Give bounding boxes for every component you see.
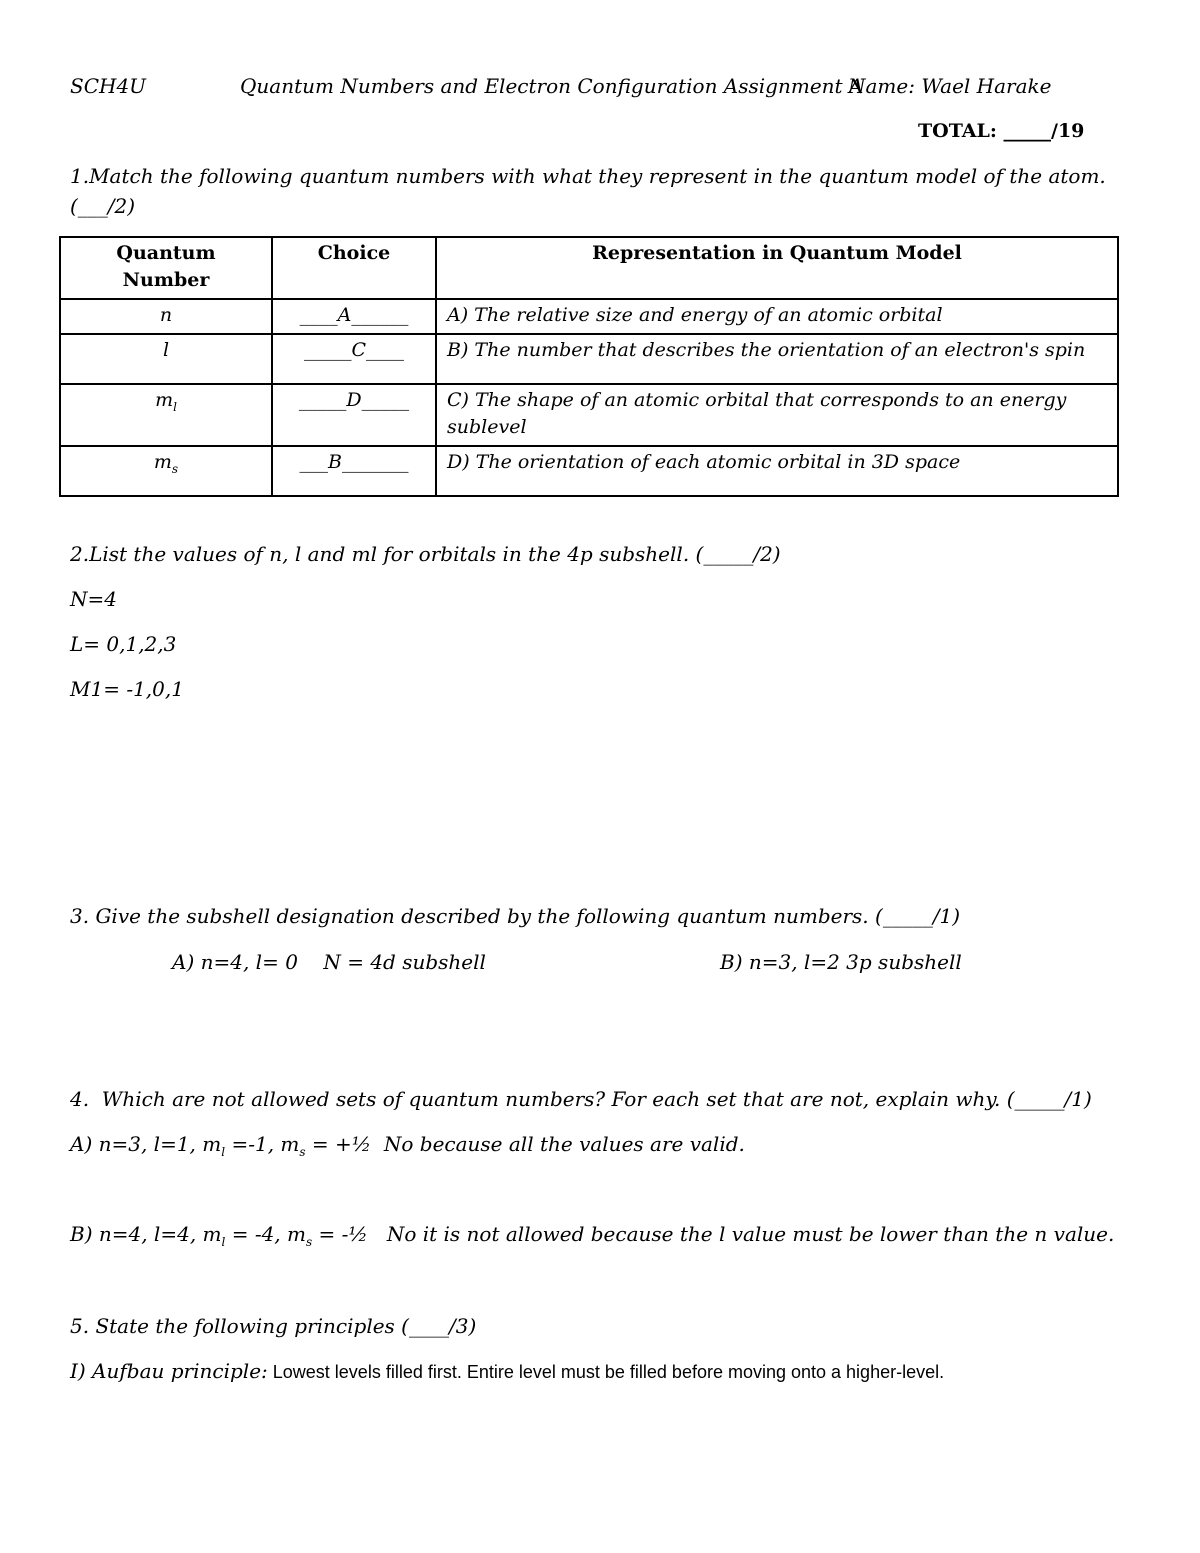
representation-cell: C) The shape of an atomic orbital that corresponds to an energy sublevel (436, 384, 1118, 446)
aufbau-label: I) Aufbau principle: (70, 1359, 268, 1383)
q3-answer-a: A) n=4, l= 0 N = 4d subshell (172, 950, 486, 974)
qn-cell (60, 384, 272, 446)
qn-subscript: s (171, 461, 179, 476)
representation-cell: D) The orientation of each atomic orbital in 3D space (436, 446, 1118, 496)
q2-answer-l: L= 0,1,2,3 (70, 632, 177, 656)
quantum-number-table (59, 236, 1119, 497)
assignment-title: Quantum Numbers and Electron Configuration Assignment A (240, 74, 864, 98)
table-header-row (60, 237, 1118, 299)
qn-symbol: n (159, 304, 173, 326)
qn-cell (60, 299, 272, 334)
table-row (60, 334, 1118, 384)
qn-cell (60, 446, 272, 496)
q3-prompt: 3. Give the subshell designation described by the following quantum numbers. (_____/1) (70, 904, 961, 928)
q2-answer-n: N=4 (70, 587, 117, 611)
qn-symbol: m (155, 389, 174, 411)
qn-symbol: l (162, 339, 170, 361)
q2-answer-ml: M1= -1,0,1 (70, 677, 184, 701)
q4-answer-a: A) n=3, l=1, $m_l =-1$, $m_s$ = +½ No because all the values are valid. (70, 1132, 745, 1159)
qn-symbol: m (153, 451, 172, 473)
q4-answer-b: B) n=4, l=4, $m_l = -4$, $m_s$ = -½ No it is not allowed because the l value must be lower than the n value. (70, 1222, 1115, 1249)
table-row (60, 299, 1118, 334)
choice-cell: _____D_____ (272, 384, 436, 446)
q1-marks: (___/2) (70, 194, 136, 218)
choice-cell: ____A______ (272, 299, 436, 334)
col-quantum-number: Quantum Number (60, 237, 272, 299)
col-choice: Choice (272, 237, 436, 299)
q4-prompt: 4. Which are not allowed sets of quantum numbers? For each set that are not, explain why. (_____/1) (70, 1087, 1092, 1111)
representation-cell: B) The number that describes the orientation of an electron's spin (436, 334, 1118, 384)
q5-prompt: 5. State the following principles (____/3) (70, 1314, 477, 1338)
qn-subscript: l (173, 399, 177, 414)
representation-cell: A) The relative size and energy of an atomic orbital (436, 299, 1118, 334)
aufbau-answer: Lowest levels filled first. Entire level must be filled before moving onto a higher-level. (267, 1362, 945, 1382)
table-row (60, 446, 1118, 496)
q3-answer-b: B) n=3, l=2 3p subshell (720, 950, 962, 974)
q5-answer-aufbau (70, 1359, 944, 1383)
q1-prompt: 1.Match the following quantum numbers with what they represent in the quantum model of the atom. (70, 164, 1106, 188)
table-row (60, 384, 1118, 446)
col-representation: Representation in Quantum Model (436, 237, 1118, 299)
qn-cell (60, 334, 272, 384)
choice-cell: _____C____ (272, 334, 436, 384)
course-code: SCH4U (70, 74, 147, 98)
choice-cell: ___B_______ (272, 446, 436, 496)
total-score: TOTAL: _____/19 (918, 120, 1085, 142)
q2-prompt: 2.List the values of n, l and ml for orbitals in the 4p subshell. (_____/2) (70, 542, 781, 566)
student-name: Name: Wael Harake (848, 74, 1052, 98)
